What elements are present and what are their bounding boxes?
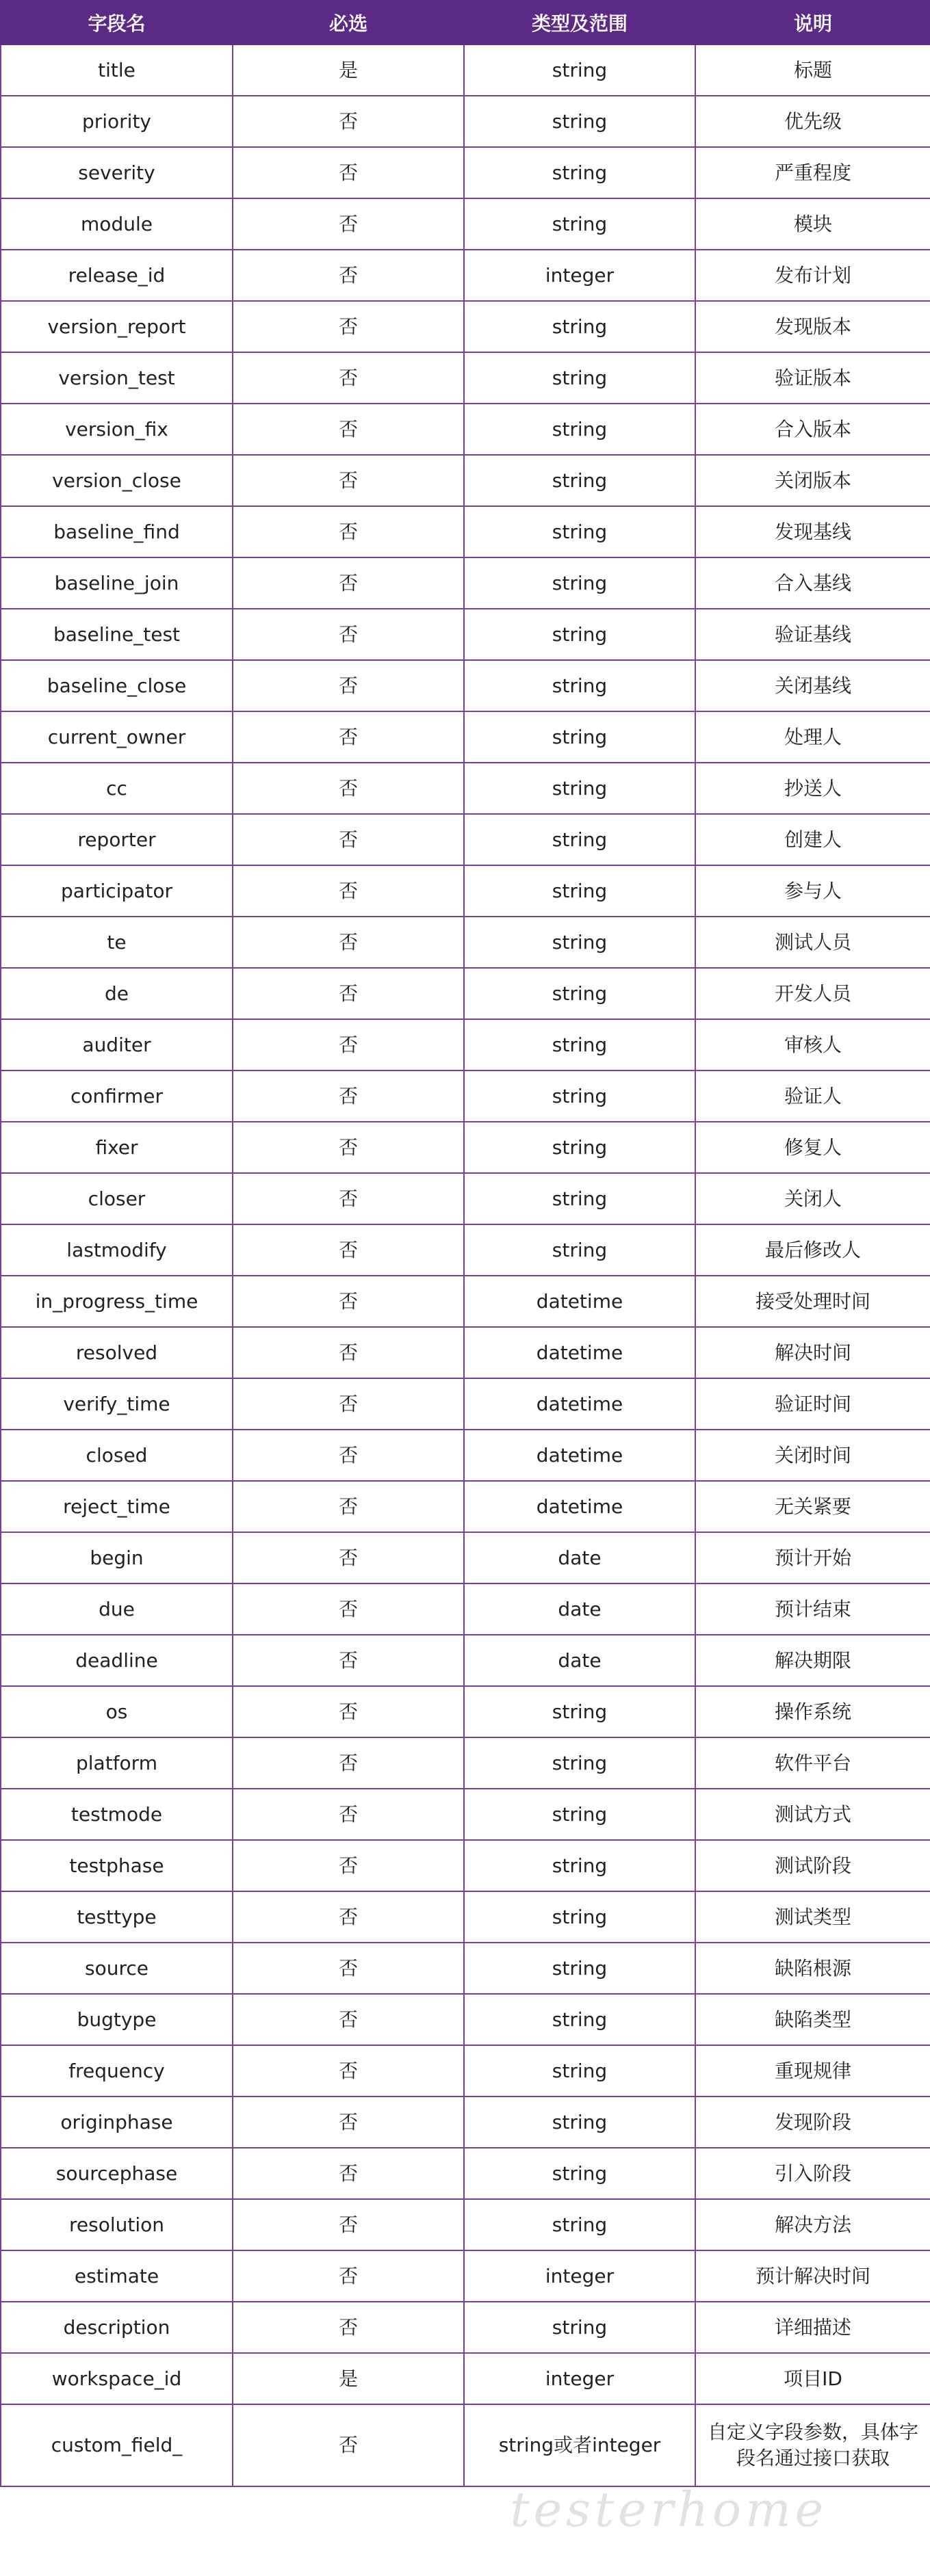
required-cell: 否 <box>233 2404 464 2486</box>
description-cell: 合入版本 <box>695 404 930 455</box>
description-cell: 测试方式 <box>695 1789 930 1840</box>
type-range-cell: string <box>464 1070 695 1122</box>
required-cell: 否 <box>233 1122 464 1173</box>
field-name-cell: severity <box>1 147 233 198</box>
table-body <box>1 44 930 2486</box>
table-row <box>1 1122 930 1173</box>
type-range-cell: string <box>464 1173 695 1224</box>
field-name-cell: current_owner <box>1 711 233 763</box>
description-cell: 标题 <box>695 44 930 96</box>
field-name-cell: priority <box>1 96 233 147</box>
type-range-cell: string <box>464 2199 695 2250</box>
description-cell: 操作系统 <box>695 1686 930 1737</box>
table-row <box>1 917 930 968</box>
description-cell: 创建人 <box>695 814 930 865</box>
type-range-cell: string <box>464 147 695 198</box>
table-row <box>1 2353 930 2404</box>
table-row <box>1 814 930 865</box>
type-range-cell: string <box>464 557 695 609</box>
table-row <box>1 1583 930 1635</box>
required-cell: 否 <box>233 455 464 506</box>
required-cell: 否 <box>233 609 464 660</box>
description-cell: 修复人 <box>695 1122 930 1173</box>
field-name-cell: bugtype <box>1 1994 233 2045</box>
required-cell: 否 <box>233 1481 464 1532</box>
description-cell: 严重程度 <box>695 147 930 198</box>
type-range-cell: string <box>464 1122 695 1173</box>
type-range-cell: date <box>464 1635 695 1686</box>
field-name-cell: title <box>1 44 233 96</box>
header-required: 必选 <box>233 1 464 44</box>
required-cell: 否 <box>233 96 464 147</box>
required-cell: 否 <box>233 2250 464 2302</box>
type-range-cell: string <box>464 2045 695 2097</box>
field-name-cell: workspace_id <box>1 2353 233 2404</box>
type-range-cell: integer <box>464 2250 695 2302</box>
description-cell: 发现阶段 <box>695 2097 930 2148</box>
required-cell: 否 <box>233 1635 464 1686</box>
table-row <box>1 557 930 609</box>
table-row <box>1 455 930 506</box>
field-name-cell: originphase <box>1 2097 233 2148</box>
field-name-cell: platform <box>1 1737 233 1789</box>
table-row <box>1 404 930 455</box>
type-range-cell: string <box>464 1994 695 2045</box>
field-name-cell: testtype <box>1 1891 233 1943</box>
table-row <box>1 1430 930 1481</box>
field-name-cell: version_test <box>1 352 233 404</box>
required-cell: 否 <box>233 1891 464 1943</box>
description-cell: 验证人 <box>695 1070 930 1122</box>
table-row <box>1 147 930 198</box>
field-name-cell: resolved <box>1 1327 233 1378</box>
description-cell: 软件平台 <box>695 1737 930 1789</box>
required-cell: 否 <box>233 404 464 455</box>
table-row <box>1 2404 930 2486</box>
table-row <box>1 1891 930 1943</box>
field-name-cell: baseline_find <box>1 506 233 557</box>
field-name-cell: baseline_close <box>1 660 233 711</box>
type-range-cell: string <box>464 1943 695 1994</box>
description-cell: 模块 <box>695 198 930 250</box>
description-cell: 开发人员 <box>695 968 930 1019</box>
type-range-cell: string <box>464 2148 695 2199</box>
field-name-cell: sourcephase <box>1 2148 233 2199</box>
type-range-cell: string <box>464 2302 695 2353</box>
table-row <box>1 198 930 250</box>
type-range-cell: integer <box>464 250 695 301</box>
type-range-cell: string <box>464 711 695 763</box>
required-cell: 否 <box>233 250 464 301</box>
type-range-cell: string <box>464 763 695 814</box>
field-name-cell: estimate <box>1 2250 233 2302</box>
field-name-cell: de <box>1 968 233 1019</box>
description-cell: 详细描述 <box>695 2302 930 2353</box>
type-range-cell: date <box>464 1532 695 1583</box>
description-cell: 发现基线 <box>695 506 930 557</box>
required-cell: 否 <box>233 2045 464 2097</box>
table-row <box>1 2302 930 2353</box>
description-cell: 测试阶段 <box>695 1840 930 1891</box>
table-row <box>1 1070 930 1122</box>
table-row <box>1 96 930 147</box>
required-cell: 否 <box>233 1276 464 1327</box>
field-name-cell: te <box>1 917 233 968</box>
type-range-cell: integer <box>464 2353 695 2404</box>
field-name-cell: module <box>1 198 233 250</box>
description-cell: 关闭人 <box>695 1173 930 1224</box>
required-cell: 否 <box>233 147 464 198</box>
table-row <box>1 1737 930 1789</box>
table-row <box>1 1994 930 2045</box>
table-row <box>1 1224 930 1276</box>
field-name-cell: reject_time <box>1 1481 233 1532</box>
description-cell: 参与人 <box>695 865 930 917</box>
field-name-cell: auditer <box>1 1019 233 1070</box>
type-range-cell: datetime <box>464 1327 695 1378</box>
type-range-cell: datetime <box>464 1276 695 1327</box>
description-cell: 解决方法 <box>695 2199 930 2250</box>
description-cell: 验证基线 <box>695 609 930 660</box>
description-cell: 接受处理时间 <box>695 1276 930 1327</box>
field-name-cell: version_report <box>1 301 233 352</box>
table-row <box>1 2045 930 2097</box>
table-row <box>1 660 930 711</box>
type-range-cell: string <box>464 1224 695 1276</box>
table-row <box>1 711 930 763</box>
type-range-cell: string <box>464 1019 695 1070</box>
type-range-cell: string <box>464 1789 695 1840</box>
required-cell: 否 <box>233 711 464 763</box>
required-cell: 否 <box>233 2148 464 2199</box>
description-cell: 处理人 <box>695 711 930 763</box>
description-cell: 预计解决时间 <box>695 2250 930 2302</box>
table-row <box>1 2097 930 2148</box>
required-cell: 否 <box>233 1686 464 1737</box>
type-range-cell: string <box>464 865 695 917</box>
field-name-cell: verify_time <box>1 1378 233 1430</box>
type-range-cell: string <box>464 1737 695 1789</box>
table-row <box>1 1943 930 1994</box>
description-cell: 优先级 <box>695 96 930 147</box>
type-range-cell: string <box>464 968 695 1019</box>
field-name-cell: closer <box>1 1173 233 1224</box>
required-cell: 否 <box>233 1532 464 1583</box>
field-name-cell: fixer <box>1 1122 233 1173</box>
description-cell: 关闭基线 <box>695 660 930 711</box>
required-cell: 否 <box>233 1430 464 1481</box>
required-cell: 否 <box>233 506 464 557</box>
table-row <box>1 1840 930 1891</box>
table-row <box>1 301 930 352</box>
type-range-cell: string <box>464 1686 695 1737</box>
type-range-cell: string <box>464 198 695 250</box>
type-range-cell: string <box>464 2097 695 2148</box>
required-cell: 否 <box>233 1737 464 1789</box>
description-cell: 解决期限 <box>695 1635 930 1686</box>
required-cell: 否 <box>233 1378 464 1430</box>
required-cell: 否 <box>233 1327 464 1378</box>
type-range-cell: string <box>464 455 695 506</box>
description-cell: 关闭版本 <box>695 455 930 506</box>
description-cell: 缺陷类型 <box>695 1994 930 2045</box>
required-cell: 否 <box>233 1840 464 1891</box>
type-range-cell: string或者integer <box>464 2404 695 2486</box>
field-name-cell: testphase <box>1 1840 233 1891</box>
table-row <box>1 609 930 660</box>
field-name-cell: closed <box>1 1430 233 1481</box>
header-type-range: 类型及范围 <box>464 1 695 44</box>
field-name-cell: deadline <box>1 1635 233 1686</box>
type-range-cell: string <box>464 814 695 865</box>
field-name-cell: reporter <box>1 814 233 865</box>
description-cell: 无关紧要 <box>695 1481 930 1532</box>
type-range-cell: date <box>464 1583 695 1635</box>
table-row <box>1 506 930 557</box>
required-cell: 否 <box>233 865 464 917</box>
description-cell: 预计结束 <box>695 1583 930 1635</box>
field-name-cell: resolution <box>1 2199 233 2250</box>
type-range-cell: string <box>464 404 695 455</box>
field-name-cell: participator <box>1 865 233 917</box>
required-cell: 否 <box>233 301 464 352</box>
field-name-cell: release_id <box>1 250 233 301</box>
description-cell: 重现规律 <box>695 2045 930 2097</box>
description-cell: 抄送人 <box>695 763 930 814</box>
type-range-cell: string <box>464 96 695 147</box>
table-row <box>1 1378 930 1430</box>
description-cell: 缺陷根源 <box>695 1943 930 1994</box>
type-range-cell: string <box>464 660 695 711</box>
type-range-cell: string <box>464 352 695 404</box>
description-cell: 最后修改人 <box>695 1224 930 1276</box>
table-row <box>1 968 930 1019</box>
type-range-cell: string <box>464 301 695 352</box>
field-name-cell: baseline_join <box>1 557 233 609</box>
required-cell: 否 <box>233 968 464 1019</box>
table-row <box>1 1327 930 1378</box>
field-name-cell: in_progress_time <box>1 1276 233 1327</box>
field-name-cell: cc <box>1 763 233 814</box>
table-row <box>1 865 930 917</box>
watermark: testerhome <box>510 2482 827 2538</box>
required-cell: 否 <box>233 2097 464 2148</box>
required-cell: 否 <box>233 198 464 250</box>
field-name-cell: os <box>1 1686 233 1737</box>
type-range-cell: string <box>464 506 695 557</box>
type-range-cell: datetime <box>464 1378 695 1430</box>
description-cell: 测试类型 <box>695 1891 930 1943</box>
description-cell: 合入基线 <box>695 557 930 609</box>
description-cell: 预计开始 <box>695 1532 930 1583</box>
table-row <box>1 352 930 404</box>
description-cell: 解决时间 <box>695 1327 930 1378</box>
description-cell: 自定义字段参数，具体字段名通过接口获取 <box>695 2404 930 2486</box>
required-cell: 是 <box>233 44 464 96</box>
table-row <box>1 1686 930 1737</box>
required-cell: 否 <box>233 1583 464 1635</box>
type-range-cell: string <box>464 1840 695 1891</box>
required-cell: 否 <box>233 557 464 609</box>
table-row <box>1 1789 930 1840</box>
field-name-cell: begin <box>1 1532 233 1583</box>
table-row <box>1 1481 930 1532</box>
field-name-cell: custom_field_ <box>1 2404 233 2486</box>
field-name-cell: baseline_test <box>1 609 233 660</box>
required-cell: 否 <box>233 660 464 711</box>
table-row <box>1 1635 930 1686</box>
required-cell: 否 <box>233 2302 464 2353</box>
field-name-cell: description <box>1 2302 233 2353</box>
header-row <box>1 1 930 44</box>
required-cell: 否 <box>233 1070 464 1122</box>
type-range-cell: string <box>464 44 695 96</box>
field-name-cell: lastmodify <box>1 1224 233 1276</box>
required-cell: 否 <box>233 1943 464 1994</box>
field-name-cell: version_fix <box>1 404 233 455</box>
field-name-cell: testmode <box>1 1789 233 1840</box>
table-row <box>1 2250 930 2302</box>
required-cell: 否 <box>233 917 464 968</box>
description-cell: 项目ID <box>695 2353 930 2404</box>
required-cell: 否 <box>233 2199 464 2250</box>
required-cell: 否 <box>233 763 464 814</box>
header-description: 说明 <box>695 1 930 44</box>
description-cell: 关闭时间 <box>695 1430 930 1481</box>
type-range-cell: datetime <box>464 1481 695 1532</box>
description-cell: 发现版本 <box>695 301 930 352</box>
type-range-cell: string <box>464 1891 695 1943</box>
description-cell: 测试人员 <box>695 917 930 968</box>
table-row <box>1 2199 930 2250</box>
type-range-cell: datetime <box>464 1430 695 1481</box>
header-field-name: 字段名 <box>1 1 233 44</box>
description-cell: 审核人 <box>695 1019 930 1070</box>
required-cell: 否 <box>233 1224 464 1276</box>
table-row <box>1 2148 930 2199</box>
required-cell: 否 <box>233 1789 464 1840</box>
required-cell: 是 <box>233 2353 464 2404</box>
field-name-cell: version_close <box>1 455 233 506</box>
required-cell: 否 <box>233 814 464 865</box>
required-cell: 否 <box>233 1019 464 1070</box>
required-cell: 否 <box>233 1994 464 2045</box>
type-range-cell: string <box>464 609 695 660</box>
type-range-cell: string <box>464 917 695 968</box>
field-name-cell: source <box>1 1943 233 1994</box>
table-row <box>1 1019 930 1070</box>
field-name-cell: frequency <box>1 2045 233 2097</box>
description-cell: 验证版本 <box>695 352 930 404</box>
required-cell: 否 <box>233 1173 464 1224</box>
table-row <box>1 1532 930 1583</box>
field-name-cell: due <box>1 1583 233 1635</box>
table-row <box>1 1173 930 1224</box>
required-cell: 否 <box>233 352 464 404</box>
description-cell: 验证时间 <box>695 1378 930 1430</box>
field-name-cell: confirmer <box>1 1070 233 1122</box>
table-row <box>1 44 930 96</box>
table-row <box>1 763 930 814</box>
description-cell: 发布计划 <box>695 250 930 301</box>
description-cell: 引入阶段 <box>695 2148 930 2199</box>
table-row <box>1 1276 930 1327</box>
table-row <box>1 250 930 301</box>
